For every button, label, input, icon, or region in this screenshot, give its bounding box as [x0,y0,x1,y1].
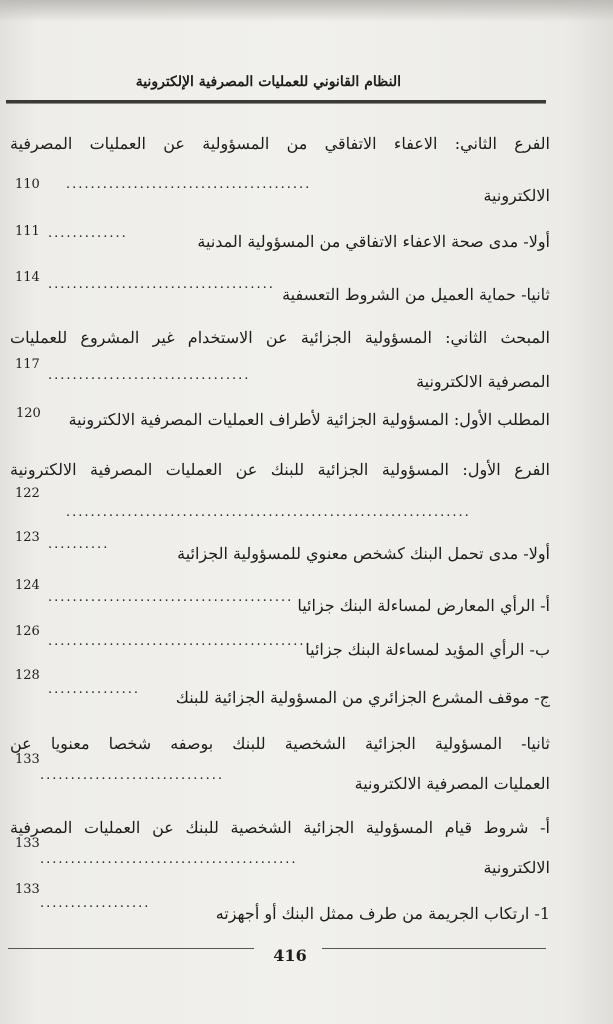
toc-page-number: 114 [15,270,40,285]
footer-rule-right [322,948,546,949]
page-number: 416 [273,946,307,965]
toc-entry-title: أولا- مدى صحة الاعفاء الاتفاقي من المسؤولية المدنية [197,232,550,251]
dot-leader: ............... [48,682,140,697]
dot-leader: .............................. [40,768,224,783]
dot-leader: .......... [48,537,110,552]
header-rule [6,100,546,104]
running-header: النظام القانوني للعمليات المصرفية الإلكترونية [135,74,401,90]
toc-page-number: 122 [15,486,40,501]
toc-entry-title: ب- الرأي المؤيد لمساءلة البنك جزائيا [305,640,550,659]
dot-leader: ........................................ [48,590,294,605]
toc-entry-title-cont: الالكترونية [483,186,550,205]
toc-page-number: 120 [16,406,41,421]
toc-entry-title-cont: الالكترونية [483,858,550,877]
toc-entry-title-cont: المصرفية الالكترونية [416,372,550,391]
toc-entry-title: 1- ارتكاب الجريمة من طرف ممثل البنك أو أجهزته [215,904,550,923]
footer-rule-left [8,948,254,949]
dot-leader: ............. [48,226,128,241]
toc-entry-title: المطلب الأول: المسؤولية الجزائية لأطراف العمليات المصرفية الالكترونية [68,410,550,429]
toc-entry-title-cont: العمليات المصرفية الالكترونية [354,774,550,793]
toc-page-number: 133 [15,752,40,767]
dot-leader: ........................................ [66,177,312,192]
toc-entry [10,734,550,754]
toc-page-number: 123 [15,530,40,545]
toc-entry-title: ج- موقف المشرع الجزائري من المسؤولية الجزائية للبنك [175,688,550,707]
toc-page-number: 133 [15,882,40,897]
toc-entry-title: الفرع الأول: المسؤولية الجزائية للبنك عن العمليات المصرفية الالكترونية [10,460,550,479]
toc-page-number: 126 [15,624,40,639]
page-top-shadow [0,0,613,22]
toc-entry [10,410,550,430]
dot-leader: ................................. [48,368,251,383]
toc-page-number: 111 [15,224,40,239]
toc-entry-title: ثانيا- حماية العميل من الشروط التعسفية [282,285,550,304]
toc-entry [10,818,550,838]
dot-leader: .................................................................. [66,505,471,520]
toc-entry [10,328,550,348]
toc-entry [10,460,550,480]
toc-page-number: 128 [15,668,40,683]
toc-entry-title: المبحث الثاني: المسؤولية الجزائية عن الاستخدام غير المشروع للعمليات [10,328,550,347]
toc-entry-title: الفرع الثاني: الاعفاء الاتفاقي من المسؤولية عن العمليات المصرفية [10,134,550,153]
toc-entry-title: ثانيا- المسؤولية الجزائية الشخصية للبنك بوصفه شخصا معنويا عن [10,734,550,753]
toc-page-number: 117 [15,357,40,372]
toc-entry-title: أولا- مدى تحمل البنك كشخص معنوي للمسؤولية الجزائية [177,544,550,563]
toc-entry-title: أ- الرأي المعارض لمساءلة البنك جزائيا [297,596,550,615]
toc-entry [10,134,550,154]
toc-page-number: 124 [15,578,40,593]
dot-leader: .......................................... [40,852,298,867]
toc-entry-title: أ- شروط قيام المسؤولية الجزائية الشخصية للبنك عن العمليات المصرفية [10,818,550,837]
toc-page-number: 133 [15,836,40,851]
dot-leader: ..................................... [48,277,275,292]
toc-page-number: 110 [15,177,40,192]
dot-leader: .................. [40,896,151,911]
dot-leader: ........................................... [48,634,312,649]
